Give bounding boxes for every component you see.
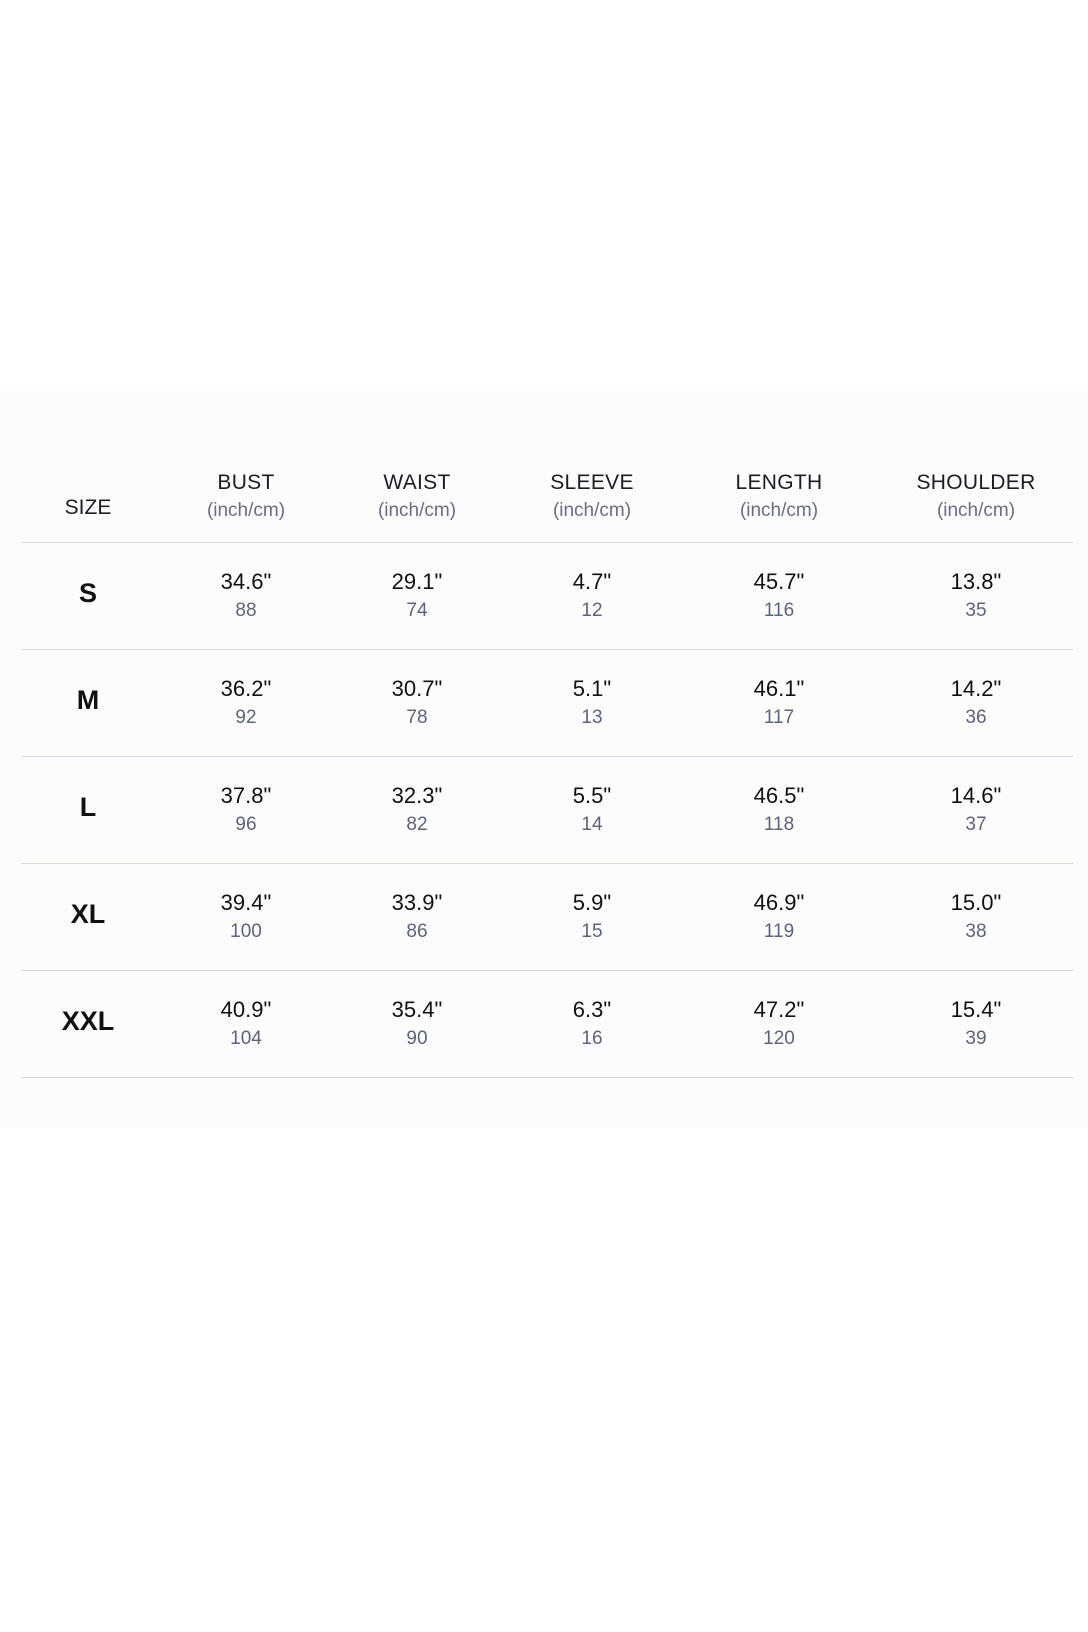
length-cell	[679, 650, 879, 756]
cm-value: 14	[581, 814, 603, 835]
bust-cell	[146, 864, 346, 970]
header-shoulder	[876, 438, 1076, 542]
length-cell	[679, 543, 879, 649]
cm-value: 118	[763, 814, 795, 835]
cm-value: 120	[763, 1028, 795, 1049]
waist-cell	[317, 543, 517, 649]
shoulder-cell	[876, 543, 1076, 649]
cm-value: 38	[965, 921, 987, 942]
table-row-m	[21, 650, 1073, 757]
cm-value: 78	[406, 707, 428, 728]
inch-value: 4.7"	[572, 569, 612, 594]
inch-value: 32.3"	[391, 783, 443, 808]
inch-value: 5.5"	[572, 783, 612, 808]
header-unit: (inch/cm)	[936, 500, 1016, 521]
inch-value: 45.7"	[753, 569, 805, 594]
inch-value: 37.8"	[220, 783, 272, 808]
shoulder-cell	[876, 650, 1076, 756]
cm-value: 86	[406, 921, 428, 942]
cm-value: 117	[763, 707, 795, 728]
header-label: SIZE	[64, 496, 112, 519]
header-length	[679, 438, 879, 542]
inch-value: 14.2"	[950, 676, 1002, 701]
cm-value: 37	[965, 814, 987, 835]
inch-value: 46.1"	[753, 676, 805, 701]
header-unit: (inch/cm)	[377, 500, 457, 521]
inch-value: 39.4"	[220, 890, 272, 915]
table-header	[21, 438, 1073, 543]
inch-value: 15.4"	[950, 997, 1002, 1022]
waist-cell	[317, 757, 517, 863]
sleeve-cell	[492, 650, 692, 756]
sleeve-cell	[492, 971, 692, 1077]
shoulder-cell	[876, 971, 1076, 1077]
header-label: LENGTH	[735, 471, 823, 494]
waist-cell	[317, 864, 517, 970]
inch-value: 36.2"	[220, 676, 272, 701]
header-sleeve	[492, 438, 692, 542]
waist-cell	[317, 971, 517, 1077]
inch-value: 46.9"	[753, 890, 805, 915]
sleeve-cell	[492, 543, 692, 649]
header-bust	[146, 438, 346, 542]
header-unit: (inch/cm)	[739, 500, 819, 521]
cm-value: 13	[581, 707, 603, 728]
inch-value: 5.9"	[572, 890, 612, 915]
inch-value: 15.0"	[950, 890, 1002, 915]
cm-value: 119	[763, 921, 795, 942]
size-label: XXL	[61, 1006, 115, 1036]
cm-value: 82	[406, 814, 428, 835]
cm-value: 36	[965, 707, 987, 728]
bust-cell	[146, 971, 346, 1077]
waist-cell	[317, 650, 517, 756]
bust-cell	[146, 543, 346, 649]
inch-value: 34.6"	[220, 569, 272, 594]
inch-value: 13.8"	[950, 569, 1002, 594]
cm-value: 39	[965, 1028, 987, 1049]
inch-value: 6.3"	[572, 997, 612, 1022]
length-cell	[679, 971, 879, 1077]
inch-value: 5.1"	[572, 676, 612, 701]
size-chart-table	[21, 438, 1073, 1078]
inch-value: 29.1"	[391, 569, 443, 594]
bust-cell	[146, 757, 346, 863]
sleeve-cell	[492, 864, 692, 970]
inch-value: 46.5"	[753, 783, 805, 808]
shoulder-cell	[876, 757, 1076, 863]
cm-value: 100	[230, 921, 262, 942]
cm-value: 15	[581, 921, 603, 942]
table-row-l	[21, 757, 1073, 864]
inch-value: 33.9"	[391, 890, 443, 915]
header-unit: (inch/cm)	[206, 500, 286, 521]
length-cell	[679, 864, 879, 970]
length-cell	[679, 757, 879, 863]
cm-value: 90	[406, 1028, 428, 1049]
table-row-s	[21, 543, 1073, 650]
header-label: SHOULDER	[916, 471, 1036, 494]
cm-value: 35	[965, 600, 987, 621]
size-label: M	[76, 685, 100, 715]
cm-value: 88	[235, 600, 257, 621]
cm-value: 12	[581, 600, 603, 621]
sleeve-cell	[492, 757, 692, 863]
size-label: XL	[70, 899, 106, 929]
shoulder-cell	[876, 864, 1076, 970]
header-waist	[317, 438, 517, 542]
cm-value: 96	[235, 814, 257, 835]
table-row-xxl	[21, 971, 1073, 1078]
bust-cell	[146, 650, 346, 756]
cm-value: 104	[230, 1028, 262, 1049]
inch-value: 40.9"	[220, 997, 272, 1022]
cm-value: 92	[235, 707, 257, 728]
header-unit: (inch/cm)	[552, 500, 632, 521]
table-row-xl	[21, 864, 1073, 971]
header-label: BUST	[217, 471, 275, 494]
inch-value: 14.6"	[950, 783, 1002, 808]
cm-value: 74	[406, 600, 428, 621]
size-label: S	[78, 578, 97, 608]
header-label: SLEEVE	[550, 471, 634, 494]
cm-value: 16	[581, 1028, 603, 1049]
size-label: L	[79, 792, 97, 822]
inch-value: 47.2"	[753, 997, 805, 1022]
inch-value: 30.7"	[391, 676, 443, 701]
cm-value: 116	[763, 600, 795, 621]
header-label: WAIST	[383, 471, 451, 494]
inch-value: 35.4"	[391, 997, 443, 1022]
